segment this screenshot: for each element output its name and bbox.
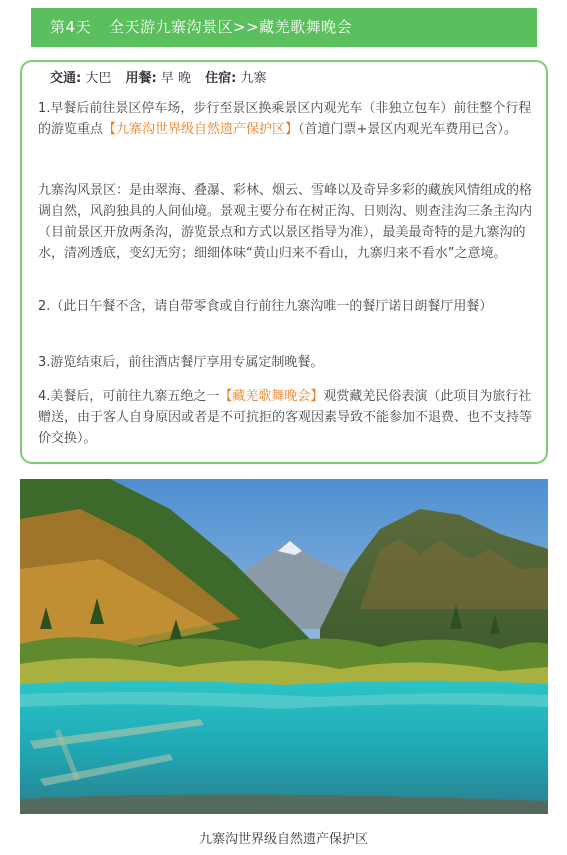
transport-label: 交通:: [50, 71, 82, 86]
stay-value: 九寨: [240, 71, 267, 86]
day-number: 第4天: [50, 18, 92, 36]
transport-value: 大巴: [85, 71, 112, 86]
meal-label: 用餐:: [125, 71, 157, 86]
highlight-park: 【九寨沟世界级自然遗产保护区】: [103, 122, 299, 137]
paragraph-4: 3.游览结束后，前往酒店餐厅享用专属定制晚餐。: [38, 355, 324, 370]
landscape-photo: [20, 479, 548, 814]
paragraph-1-text: 1.早餐后前往景区停车场，步行至景区换乘景区内观光车（非独立包车）前往整个行程的游览重点: [38, 101, 532, 137]
photo-caption: 九寨沟世界级自然遗产保护区: [198, 832, 368, 847]
paragraph-5: [38, 386, 532, 449]
paragraph-1-tail: （首道门票+景区内观光车费用已含）。: [298, 122, 517, 137]
day-title: 全天游九寨沟景区>>藏羌歌舞晚会: [109, 18, 353, 36]
itinerary-box: [20, 60, 548, 464]
info-row: [50, 70, 276, 88]
lake-scene-illustration: [20, 479, 548, 814]
paragraph-2: 九寨沟风景区：是由翠海、叠瀑、彩林、烟云、雪峰以及奇异多彩的藏族风情组成的格调自然，风韵独具的人间仙境。景观主要分布在树正沟、日则沟、则查洼沟三条主沟内（目前景区开放两条沟，游览景点和方式以景区指导为准），最美最奇特的是九寨沟的水，清冽透底，变幻无穷；细细体味“黄山归来不看山，九寨归来不看水”之意境。: [38, 183, 533, 261]
paragraph-5-text: 4.美餐后，可前往九寨五绝之一: [38, 389, 220, 404]
stay-label: 住宿:: [205, 71, 237, 86]
paragraph-5-tail: 观赏藏羌民俗表演（此项目为旅行社赠送，由于客人自身原因或者是不可抗拒的客观因素导致不能参加不退费、也不支持等价交换）。: [38, 389, 533, 446]
paragraph-1: [38, 98, 532, 140]
highlight-show: 【藏羌歌舞晚会】: [219, 389, 324, 404]
day-header: [31, 8, 537, 47]
paragraph-3: 2.（此日午餐不含，请自带零食或自行前往九寨沟唯一的餐厅诺日朗餐厅用餐）: [38, 299, 493, 314]
meal-value: 早 晚: [160, 71, 191, 86]
